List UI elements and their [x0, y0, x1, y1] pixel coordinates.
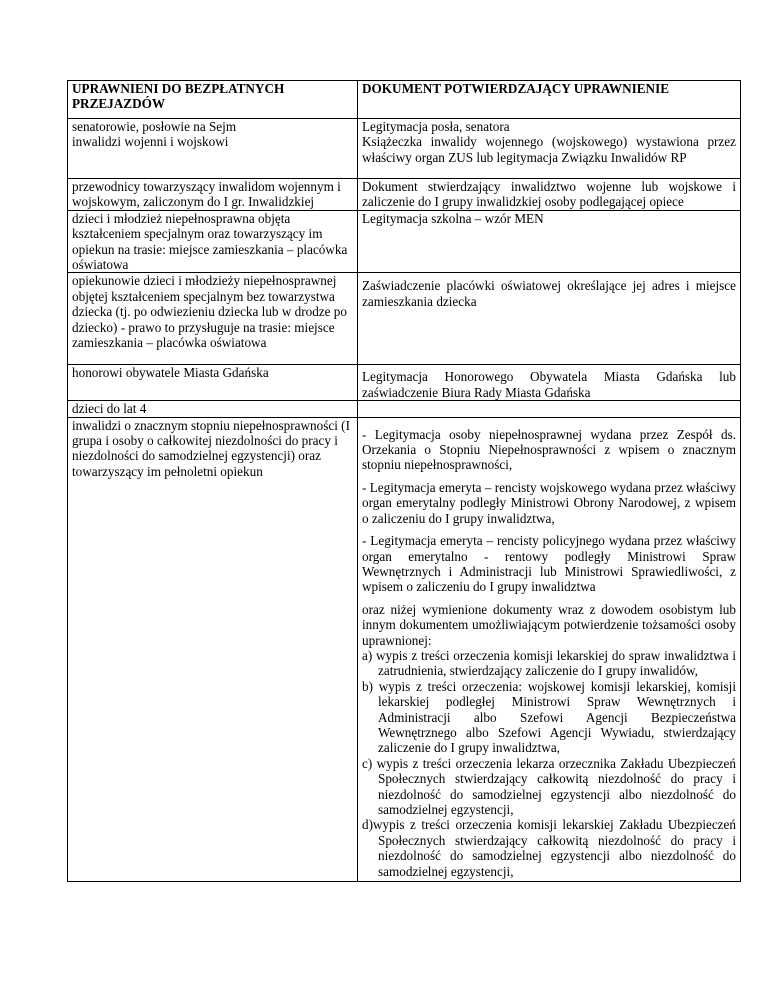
row-1-left: [68, 119, 358, 179]
row-3-right: Legitymacja szkolna – wzór MEN: [358, 210, 741, 273]
row-3-left: dzieci i młodzież niepełnosprawna objęta kształceniem specjalnym oraz towarzyszący im opiekun na trasie: miejsce zamieszkania – placówka oświatowa: [68, 210, 358, 273]
table-row: [68, 417, 741, 881]
row-7-list-item-c: c) wypis z treści orzeczenia lekarza orzecznika Zakładu Ubezpieczeń Społecznych stwierdzający całkowitą niezdolność do pracy i niezdolność do samodzielnej egzystencji albo niezdolność do samodzielnej egzystencji,: [362, 755, 736, 817]
row-4-right-text: Zaświadczenie placówki oświatowej określające jej adres i miejsce zamieszkania dziecka: [362, 278, 736, 309]
entitlements-table: [67, 80, 741, 882]
row-2-left: przewodnicy towarzyszący inwalidom wojennym i wojskowym, zaliczonym do I gr. Inwalidzkiej: [68, 179, 358, 211]
table-header-row: [68, 81, 741, 119]
row-5-right: [358, 365, 741, 401]
row-7-list-item-d: d)wypis z treści orzeczenia komisji lekarskiej Zakładu Ubezpieczeń Społecznych stwierdzający całkowitą niezdolność do pracy i niezdolność do samodzielnej egzystencji albo niezdolność do samodzielnej egzystencji,: [362, 817, 736, 879]
row-1-right-doc-b: Książeczka inwalidy wojennego (wojskowego) wystawiona przez właściwy organ ZUS lub legitymacja Związku Inwalidów RP: [362, 134, 736, 165]
row-7-doc-military-pension-card: - Legitymacja emeryta – rencisty wojskowego wydana przez właściwy organ emerytalny podległy Ministrowi Obrony Narodowej, z wpisem o zaliczeniu do I grupy inwalidztwa,: [362, 479, 736, 526]
table-row: [68, 273, 741, 365]
table-row: [68, 210, 741, 273]
table-row: [68, 179, 741, 211]
row-1-right-doc-a: Legitymacja posła, senatora: [362, 119, 510, 134]
table-row: [68, 119, 741, 179]
header-col-entitled: UPRAWNIENI DO BEZPŁATNYCH PRZEJAZDÓW: [68, 81, 358, 119]
row-5-right-text: Legitymacja Honorowego Obywatela Miasta Gdańska lub zaświadczenie Biura Rady Miasta Gdańska: [362, 369, 736, 400]
row-4-right: [358, 273, 741, 365]
row-7-list-item-b: b) wypis z treści orzeczenia: wojskowej komisji lekarskiej, komisji lekarskiej podległej Ministrowi Spraw Wewnętrznych i Administracji albo Szefowi Agencji Bezpieczeństwa Wewnętrznego albo Szefowi Agencji Wywiadu, stwierdzający zaliczenie do I grupy inwalidztwa,: [362, 678, 736, 756]
row-1-right: [358, 119, 741, 179]
row-4-left: opiekunowie dzieci i młodzieży niepełnosprawnej objętej kształceniem specjalnym bez towarzystwa dziecka (tj. po odwiezieniu dziecka lub w drodze po dziecko) - prawo to przysługuje na trasie: miejsce zamieszkania – placówka oświatowa: [68, 273, 358, 365]
row-1-left-text: senatorowie, posłowie na Sejm inwalidzi wojenni i wojskowi: [72, 119, 237, 150]
row-7-doc-disability-card: - Legitymacja osoby niepełnosprawnej wydana przez Zespół ds. Orzekania o Stopniu Niepełnosprawności z wpisem o znacznym stopniu niepełnosprawności,: [362, 426, 736, 473]
table-row: [68, 365, 741, 401]
row-7-right: [358, 417, 741, 881]
table-row: [68, 401, 741, 417]
row-6-left: dzieci do lat 4: [68, 401, 358, 417]
row-7-doc-police-pension-card: - Legitymacja emeryta – rencisty policyjnego wydana przez właściwy organ emerytalno - rentowy podległy Ministrowi Spraw Wewnętrznych i Administracji lub Ministrowi Sprawiedliwości, z wpisem o zaliczeniu do I grupy inwalidztwa: [362, 533, 736, 595]
row-7-doc-other-intro: oraz niżej wymienione dokumenty wraz z dowodem osobistym lub innym dokumentem umożliwiającym potwierdzenie tożsamości osoby uprawnionej:: [362, 601, 736, 648]
row-2-right: Dokument stwierdzający inwalidztwo wojenne lub wojskowe i zaliczenie do I grupy inwalidzkiej osoby podlegającej opiece: [358, 179, 741, 211]
row-5-left: honorowi obywatele Miasta Gdańska: [68, 365, 358, 401]
header-col-document: DOKUMENT POTWIERDZAJĄCY UPRAWNIENIE: [358, 81, 741, 119]
row-7-list-item-a: a) wypis z treści orzeczenia komisji lekarskiej do spraw inwalidztwa i zatrudnienia, stwierdzający zaliczenie do I grupy inwalidów,: [362, 647, 736, 679]
row-6-right: [358, 401, 741, 417]
row-7-left: inwalidzi o znacznym stopniu niepełnosprawności (I grupa i osoby o całkowitej niezdolności do pracy i niezdolności do samodzielnej egzystencji) oraz towarzyszący im pełnoletni opiekun: [68, 417, 358, 881]
